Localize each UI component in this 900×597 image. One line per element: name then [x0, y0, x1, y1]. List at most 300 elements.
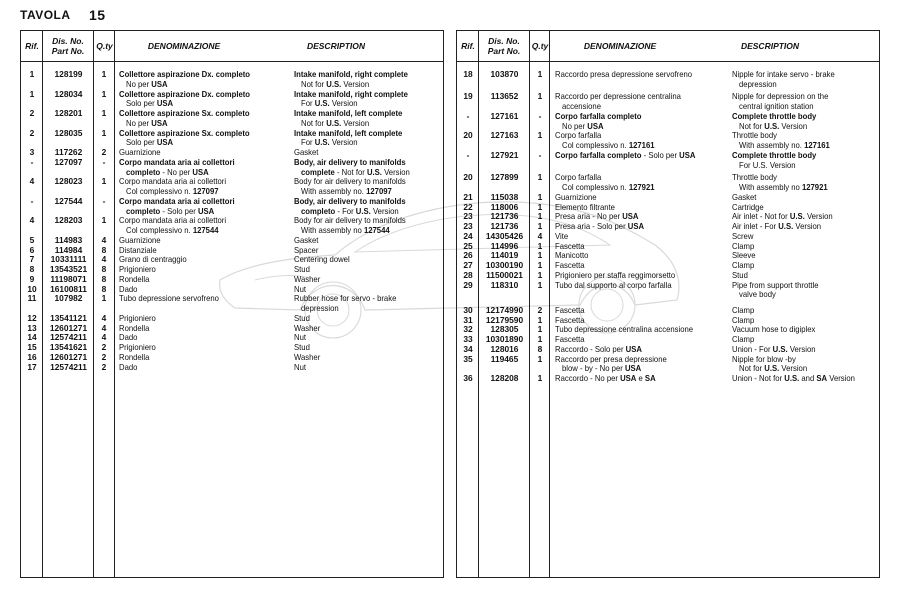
ref-number: 27 [463, 260, 473, 271]
description-text [294, 314, 310, 323]
description-text [294, 343, 310, 352]
description-text [301, 304, 339, 313]
description-text-segment: Cartridge [732, 201, 764, 212]
description-text-segment: Version [381, 166, 410, 177]
description-text [732, 316, 754, 325]
part-number: 12601271 [49, 322, 88, 333]
part-number: 115038 [490, 191, 519, 202]
denominazione-text [562, 122, 604, 131]
quantity: 2 [537, 304, 543, 315]
ref-number: 11 [27, 293, 37, 304]
denominazione-text [126, 99, 173, 108]
ref-number: 35 [463, 353, 473, 364]
description-text [732, 151, 816, 160]
description-text-segment: Version [370, 205, 399, 216]
description-text [732, 281, 819, 290]
ref-number: 23 [463, 211, 473, 222]
description-text [294, 294, 396, 303]
denominazione-text [119, 265, 156, 274]
description-text-segment: Version [329, 137, 358, 148]
denominazione-text-segment: Col complessivo n. [126, 225, 193, 235]
denominazione-text [555, 355, 667, 364]
description-text-segment: Clamp [732, 314, 755, 325]
description-text [301, 99, 358, 108]
quantity: 1 [537, 69, 543, 79]
denominazione-text [555, 374, 656, 383]
header-rif: Rif. [25, 41, 39, 51]
denominazione-text [119, 285, 137, 294]
part-number: 128016 [490, 343, 519, 354]
quantity: 1 [537, 314, 543, 325]
description-text-segment: depression [739, 78, 777, 89]
ref-number: 1 [29, 69, 35, 79]
denominazione-text-segment: blow - by - No per [562, 363, 625, 374]
description-text [294, 70, 408, 79]
denominazione-text [119, 129, 250, 138]
description-text-segment: central ignition station [739, 101, 814, 112]
ref-number: 6 [29, 244, 35, 255]
header-part-no [43, 31, 93, 61]
denominazione-text [555, 173, 601, 182]
description-text-segment: 127161 [804, 140, 830, 151]
quantity: 1 [537, 201, 543, 212]
denominazione-text-segment: Prigioniero [119, 312, 156, 323]
quantity: 1 [537, 250, 543, 261]
part-number: 128305 [490, 324, 519, 335]
part-number: 13541621 [49, 342, 88, 352]
part-number: 128203 [54, 215, 83, 226]
description-text-segment: Screw [732, 230, 754, 241]
ref-number: 26 [463, 250, 473, 261]
denominazione-text-segment: Fascetta [555, 240, 585, 251]
ref-number: 2 [29, 108, 35, 118]
description-text-segment: Pipe from support throttle [732, 279, 819, 290]
part-number: 114983 [54, 234, 83, 245]
description-text-segment: Washer [294, 351, 321, 362]
description-text [739, 122, 807, 131]
denominazione-text [555, 131, 601, 140]
denominazione-text-segment: No per [126, 78, 152, 89]
description-text [294, 353, 320, 362]
description-text-segment: Body for air delivery to manifolds [294, 176, 406, 187]
description-text-segment: Version [804, 211, 833, 222]
description-text [732, 92, 828, 101]
quantity: 1 [101, 108, 107, 118]
description-text-segment: Rubber hose for servo - brake [294, 293, 397, 304]
denominazione-text [555, 222, 644, 231]
description-text-segment: Not for [301, 117, 327, 128]
denominazione-text [126, 226, 219, 235]
ref-number: 28 [463, 269, 473, 280]
description-text-segment: U.S. [314, 137, 330, 148]
description-text [301, 119, 369, 128]
denominazione-text-segment: Corpo mandata aria ai collettori [119, 195, 235, 206]
part-number: 10300190 [485, 260, 524, 271]
part-number: 13543521 [49, 264, 88, 274]
description-text [294, 236, 318, 245]
ref-number: 9 [29, 273, 35, 284]
denominazione-text-segment: USA [151, 117, 168, 128]
denominazione-text [555, 212, 639, 221]
description-text [294, 285, 306, 294]
denominazione-text-segment: Grano di centraggio [119, 254, 187, 265]
denominazione-text-segment: Fascetta [555, 304, 585, 315]
description-text-segment: Gasket [732, 191, 757, 202]
quantity: 1 [101, 88, 107, 99]
denominazione-text-segment: USA [192, 166, 209, 177]
denominazione-text-segment: Prigioniero per staffa reggimorsetto [555, 269, 676, 280]
quantity: 2 [101, 361, 107, 372]
ref-number: 33 [463, 334, 473, 345]
parts-table-left [20, 30, 444, 578]
description-text-segment: Version [341, 78, 370, 89]
denominazione-text [126, 168, 209, 177]
ref-number: - [466, 110, 470, 121]
quantity: 1 [537, 91, 543, 102]
denominazione-text-segment: - Solo per [160, 205, 198, 216]
description-text-segment: Body, air delivery to manifolds [294, 156, 406, 167]
part-number: 13541121 [50, 312, 87, 323]
description-text-segment: 127921 [801, 182, 828, 193]
description-text-segment: U.S. [789, 211, 805, 222]
ref-number: 32 [463, 324, 473, 335]
description-text-segment: With assembly no [739, 182, 802, 193]
description-text [301, 207, 399, 216]
quantity: 1 [101, 176, 107, 187]
description-text-segment: U.S. [778, 221, 794, 232]
description-text-segment: Air inlet - For [732, 221, 779, 232]
quantity: 1 [537, 353, 543, 364]
description-text [294, 109, 402, 118]
denominazione-text [555, 242, 585, 251]
denominazione-text [126, 80, 168, 89]
part-number: 127163 [490, 130, 519, 141]
description-text-segment: For U.S. Version [739, 159, 796, 170]
denominazione-text [555, 112, 641, 121]
description-text-segment: Spacer [294, 244, 319, 255]
part-number: 121736 [490, 211, 519, 222]
ref-number: 36 [463, 373, 473, 384]
denominazione-text [555, 335, 585, 344]
denominazione-text-segment: completo [126, 166, 161, 177]
description-text-segment: Clamp [732, 240, 755, 251]
header-part-l1: Dis. No. [488, 36, 520, 46]
description-text [739, 102, 814, 111]
description-text [301, 226, 390, 235]
description-text-segment: Intake manifold, right complete [294, 69, 408, 79]
description-text-segment: Clamp [732, 304, 755, 315]
denominazione-text-segment: Corpo farfalla [555, 172, 602, 183]
denominazione-text-segment: - Solo per [641, 149, 680, 160]
header-part-no [479, 31, 529, 61]
header-description: DESCRIPTION [740, 41, 800, 51]
denominazione-text [119, 275, 149, 284]
quantity: 4 [101, 332, 107, 343]
description-text [294, 158, 406, 167]
denominazione-text-segment: USA [627, 221, 645, 232]
quantity: - [538, 110, 542, 121]
ref-number: 18 [463, 69, 473, 79]
denominazione-text-segment: No per [126, 117, 152, 128]
part-number: 12574211 [50, 361, 87, 372]
header-qty: Q.ty [96, 41, 113, 51]
description-text-segment: Stud [732, 269, 748, 280]
description-text-segment: Union - Not for [732, 373, 785, 384]
quantity: 1 [537, 373, 543, 384]
denominazione-text-segment: USA [197, 205, 215, 216]
description-text-segment: Union - For [732, 343, 773, 354]
description-text [301, 138, 358, 147]
ref-number: 10 [27, 283, 37, 294]
denominazione-text [126, 138, 173, 147]
ref-number: - [466, 149, 470, 160]
description-text-segment: U.S. [764, 363, 780, 374]
description-text-segment: Washer [294, 273, 321, 284]
description-text-segment: depression [301, 303, 339, 313]
description-text-segment: Nipple for depression on the [732, 91, 829, 102]
title-label: TAVOLA [20, 8, 71, 22]
description-text-segment: 127544 [363, 225, 390, 235]
description-text [739, 141, 830, 150]
denominazione-text-segment: USA [587, 120, 604, 131]
description-text [294, 90, 408, 99]
quantity: - [102, 156, 106, 167]
denominazione-text-segment: Raccordo per presa depressione [555, 353, 667, 364]
denominazione-text-segment: USA [622, 211, 639, 222]
description-text [301, 80, 369, 89]
description-text-segment: Body for air delivery to manifolds [294, 215, 406, 226]
denominazione-text [119, 314, 156, 323]
ref-number: 7 [29, 254, 35, 265]
description-text [732, 271, 748, 280]
description-text-segment: With assembly no [301, 225, 364, 235]
ref-number: 4 [29, 176, 35, 187]
part-number: 121736 [490, 221, 519, 232]
denominazione-text-segment: Fascetta [555, 334, 585, 345]
description-text [732, 374, 855, 383]
ref-number: 14 [27, 332, 37, 343]
description-text-segment: Version [827, 373, 855, 384]
description-text-segment: - For [335, 205, 356, 216]
part-number: 16100811 [50, 283, 87, 294]
denominazione-text-segment: - No per [160, 166, 193, 177]
description-text [294, 265, 310, 274]
part-number: 118006 [490, 201, 519, 212]
quantity: 1 [537, 191, 543, 202]
denominazione-text [119, 343, 156, 352]
description-text [301, 168, 410, 177]
description-text [294, 324, 320, 333]
description-text [294, 255, 350, 264]
description-text [739, 183, 828, 192]
denominazione-text [555, 261, 585, 270]
description-text-segment: Centering dowel [294, 254, 350, 265]
denominazione-text [119, 148, 161, 157]
denominazione-text-segment: Tubo depressione centralina accensione [555, 324, 694, 335]
ref-number: 19 [463, 91, 473, 102]
part-number: 114996 [490, 240, 519, 251]
description-text [739, 290, 776, 299]
header-denominazione: DENOMINAZIONE [583, 41, 657, 51]
description-text [732, 306, 754, 315]
denominazione-text-segment: Guarnizione [119, 234, 161, 245]
denominazione-text-segment: Guarnizione [119, 147, 161, 157]
denominazione-text-segment: USA [625, 343, 642, 354]
denominazione-text [562, 141, 655, 150]
part-number: 11198071 [50, 273, 87, 284]
description-text [732, 345, 816, 354]
denominazione-text-segment: Raccordo presa depressione servofreno [555, 69, 693, 79]
description-text-segment: U.S. [326, 117, 342, 128]
quantity: 2 [101, 351, 107, 362]
denominazione-text-segment: 127544 [192, 225, 219, 235]
denominazione-text [119, 353, 149, 362]
description-text-segment: Version [779, 363, 808, 374]
description-text-segment: Version [341, 117, 370, 128]
description-text [732, 222, 821, 231]
description-text [739, 364, 807, 373]
description-text-segment: Gasket [294, 234, 319, 245]
description-text-segment: U.S. [772, 343, 788, 354]
denominazione-text-segment: Dado [119, 361, 138, 372]
description-text [732, 335, 754, 344]
denominazione-text-segment: Fascetta [555, 314, 585, 325]
description-text-segment: Intake manifold, left complete [294, 108, 403, 118]
denominazione-text-segment: completo [126, 205, 161, 216]
denominazione-text [555, 345, 642, 354]
part-number: 127544 [54, 195, 83, 206]
ref-number: 29 [463, 279, 473, 290]
denominazione-text [119, 90, 250, 99]
ref-number: 4 [29, 215, 35, 226]
description-text [294, 275, 320, 284]
denominazione-text-segment: Manicotto [555, 250, 589, 261]
denominazione-text-segment: Corpo mandata aria ai collettori [119, 156, 235, 167]
description-text [732, 203, 764, 212]
quantity: 1 [537, 269, 543, 280]
denominazione-text-segment: Solo per [126, 98, 157, 109]
part-number: 11500021 [486, 269, 523, 280]
description-text-segment: U.S. [366, 166, 382, 177]
description-text-segment: Nut [294, 361, 307, 372]
denominazione-text-segment: 127921 [628, 182, 655, 193]
description-text [739, 80, 777, 89]
denominazione-text-segment: Distanziale [119, 244, 157, 255]
denominazione-text [119, 216, 226, 225]
ref-number: 34 [463, 343, 473, 354]
header-denominazione: DENOMINAZIONE [147, 41, 221, 51]
description-text-segment: U.S. [314, 98, 330, 109]
ref-number: 8 [29, 264, 35, 274]
quantity: 1 [537, 279, 543, 290]
description-text-segment: Clamp [732, 334, 755, 345]
denominazione-text [119, 236, 161, 245]
quantity: 2 [101, 342, 107, 352]
denominazione-text-segment: Vite [555, 230, 569, 241]
denominazione-text-segment: e [636, 373, 645, 384]
part-number: 118310 [490, 279, 519, 290]
denominazione-text [555, 316, 585, 325]
description-text [294, 216, 406, 225]
description-text [301, 187, 392, 196]
description-text-segment: Nipple for intake servo - brake [732, 69, 835, 79]
description-text-segment: Vacuum hose to digiplex [732, 324, 816, 335]
description-text-segment: Version [793, 221, 822, 232]
denominazione-text [119, 70, 250, 79]
description-text-segment: valve body [739, 289, 776, 300]
denominazione-text-segment: USA [624, 363, 642, 374]
part-number: 128199 [54, 69, 83, 79]
part-number: 10331111 [50, 254, 87, 265]
description-text [732, 70, 835, 79]
denominazione-text-segment: Corpo farfalla completo [555, 149, 642, 160]
description-text-segment: Stud [294, 312, 310, 323]
description-text [294, 148, 318, 157]
denominazione-text [562, 364, 641, 373]
denominazione-text-segment: USA [679, 149, 696, 160]
description-text [732, 242, 754, 251]
description-text-segment: Not for [301, 78, 327, 89]
ref-number: 23 [463, 221, 473, 232]
description-text [732, 355, 796, 364]
denominazione-text [555, 203, 615, 212]
denominazione-text [555, 193, 597, 202]
ref-number: 5 [29, 234, 35, 245]
description-text-segment: Air inlet - Not for [732, 211, 790, 222]
part-number: 127899 [490, 172, 519, 183]
description-text [294, 129, 402, 138]
ref-number: 3 [29, 147, 35, 157]
quantity: 1 [537, 221, 543, 232]
quantity: 1 [101, 293, 107, 304]
quantity: 1 [101, 69, 107, 79]
denominazione-text-segment: Prigioniero [119, 264, 156, 274]
quantity: 8 [101, 264, 107, 274]
description-text-segment: Complete throttle body [732, 149, 817, 160]
denominazione-text-segment: Corpo farfalla [555, 130, 602, 141]
part-number: 12179590 [485, 314, 524, 325]
denominazione-text [119, 324, 149, 333]
denominazione-text-segment: Raccordo per depressione centralina [555, 91, 681, 102]
description-text-segment: - Not for [334, 166, 367, 177]
denominazione-text-segment: Raccordo - Solo per [555, 343, 626, 354]
denominazione-text-segment: Rondella [119, 351, 150, 362]
quantity: 4 [101, 322, 107, 333]
ref-number: 16 [27, 351, 37, 362]
denominazione-text [555, 306, 585, 315]
ref-number: 31 [463, 314, 473, 325]
description-text-segment: Body, air delivery to manifolds [294, 195, 406, 206]
header-qty: Q.ty [531, 41, 549, 51]
denominazione-text-segment: Rondella [119, 322, 150, 333]
ref-number: 22 [463, 201, 473, 212]
description-text [732, 131, 777, 140]
denominazione-text-segment: Dado [119, 283, 138, 294]
denominazione-text [119, 177, 226, 186]
header-rif: Rif. [461, 41, 475, 51]
header-part-l2: Part No. [51, 46, 85, 56]
description-text-segment: With assembly no. [301, 186, 367, 196]
denominazione-text-segment: Col complessivo n. [562, 182, 629, 193]
ref-number: 20 [463, 172, 473, 183]
denominazione-text-segment: Rondella [119, 273, 150, 284]
description-text-segment: Sleeve [732, 250, 756, 261]
description-text-segment: Intake manifold, left complete [294, 127, 403, 138]
quantity: 1 [537, 211, 543, 222]
ref-number: 12 [27, 312, 37, 323]
denominazione-text-segment: USA [620, 373, 637, 384]
denominazione-text-segment: Guarnizione [555, 191, 597, 202]
